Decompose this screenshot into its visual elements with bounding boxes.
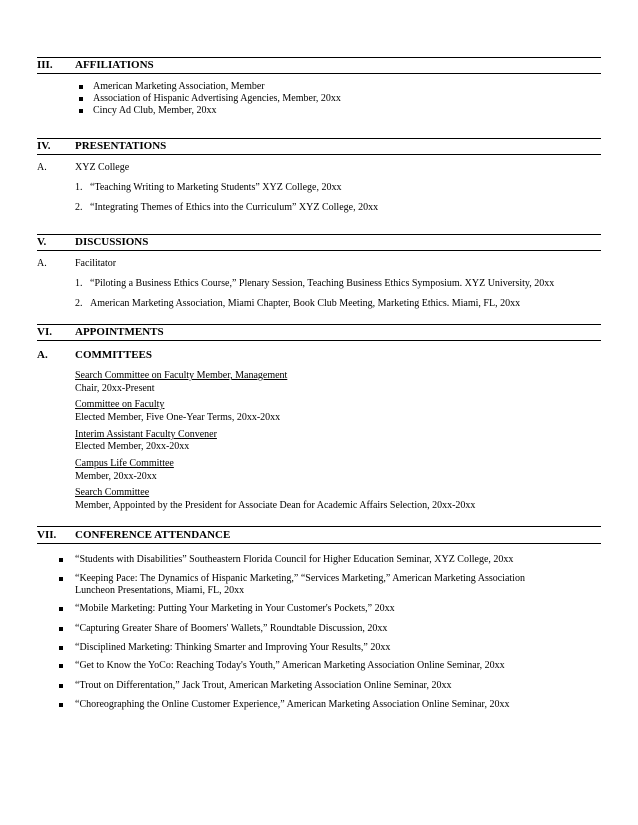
section-title: DISCUSSIONS bbox=[75, 236, 149, 248]
bullet-icon bbox=[59, 684, 63, 688]
item-number: 2. bbox=[75, 202, 83, 213]
bullet-icon bbox=[79, 109, 83, 113]
list-item: “Students with Disabilities” Southeastern Florida Council for Higher Education Seminar, XYZ College, 20xx bbox=[75, 554, 514, 565]
bullet-icon bbox=[79, 97, 83, 101]
section-rule-bottom bbox=[37, 73, 601, 74]
subsection-title: Facilitator bbox=[75, 258, 117, 269]
item-number: 1. bbox=[75, 278, 83, 289]
bullet-icon bbox=[59, 646, 63, 650]
section-rule-top bbox=[37, 324, 601, 325]
list-item: “Get to Know the YoCo: Reaching Today's Youth,” American Marketing Association Online Seminar, 20xx bbox=[75, 660, 505, 671]
committee-name: Search Committee on Faculty Member, Management bbox=[75, 370, 288, 381]
committee-name: Campus Life Committee bbox=[75, 458, 174, 469]
list-item: “Mobile Marketing: Putting Your Marketing in Your Customer's Pockets,” 20xx bbox=[75, 603, 395, 614]
list-item: “Capturing Greater Share of Boomers' Wallets,” Roundtable Discussion, 20xx bbox=[75, 623, 388, 634]
list-item: “Choreographing the Online Customer Experience,” American Marketing Association Online Seminar, 20xx bbox=[75, 699, 510, 710]
section-rule-top bbox=[37, 57, 601, 58]
list-item: “Integrating Themes of Ethics into the Curriculum” XYZ College, 20xx bbox=[90, 202, 379, 213]
bullet-icon bbox=[59, 664, 63, 668]
section-number: III. bbox=[37, 59, 53, 71]
section-title: CONFERENCE ATTENDANCE bbox=[75, 529, 231, 541]
section-rule-bottom bbox=[37, 543, 601, 544]
section-title: PRESENTATIONS bbox=[75, 140, 167, 152]
section-rule-bottom bbox=[37, 154, 601, 155]
item-number: 1. bbox=[75, 182, 83, 193]
subsection-letter: A. bbox=[37, 162, 47, 173]
list-item: “Disciplined Marketing: Thinking Smarter and Improving Your Results,” 20xx bbox=[75, 642, 391, 653]
item-number: 2. bbox=[75, 298, 83, 309]
committee-role: Member, 20xx-20xx bbox=[75, 471, 157, 482]
list-item: American Marketing Association, Member bbox=[93, 81, 265, 92]
section-number: V. bbox=[37, 236, 47, 248]
list-item-continuation: Luncheon Presentations, Miami, FL, 20xx bbox=[75, 585, 245, 596]
committee-role: Elected Member, Five One-Year Terms, 20xx-20xx bbox=[75, 412, 281, 423]
committee-name: Interim Assistant Faculty Convener bbox=[75, 429, 217, 440]
bullet-icon bbox=[59, 627, 63, 631]
section-rule-top bbox=[37, 234, 601, 235]
bullet-icon bbox=[59, 607, 63, 611]
section-rule-top bbox=[37, 526, 601, 527]
section-rule-top bbox=[37, 138, 601, 139]
list-item: Cincy Ad Club, Member, 20xx bbox=[93, 105, 217, 116]
section-rule-bottom bbox=[37, 340, 601, 341]
section-number: IV. bbox=[37, 140, 51, 152]
subsection-title: COMMITTEES bbox=[75, 349, 153, 361]
list-item: “Piloting a Business Ethics Course,” Plenary Session, Teaching Business Ethics Symposium. XYZ University, 20xx bbox=[90, 278, 555, 289]
committee-name: Committee on Faculty bbox=[75, 399, 165, 410]
committee-name: Search Committee bbox=[75, 487, 150, 498]
bullet-icon bbox=[59, 703, 63, 707]
list-item: Association of Hispanic Advertising Agencies, Member, 20xx bbox=[93, 93, 341, 104]
subsection-letter: A. bbox=[37, 349, 48, 361]
committee-role: Member, Appointed by the President for Associate Dean for Academic Affairs Selection, 20xx-20xx bbox=[75, 500, 476, 511]
list-item: “Teaching Writing to Marketing Students” XYZ College, 20xx bbox=[90, 182, 342, 193]
list-item: American Marketing Association, Miami Chapter, Book Club Meeting, Marketing Ethics. Miami, FL, 20xx bbox=[90, 298, 521, 309]
list-item: “Trout on Differentation,” Jack Trout, American Marketing Association Online Seminar, 20xx bbox=[75, 680, 452, 691]
section-number: VI. bbox=[37, 326, 52, 338]
section-title: AFFILIATIONS bbox=[75, 59, 154, 71]
section-title: APPOINTMENTS bbox=[75, 326, 164, 338]
bullet-icon bbox=[59, 577, 63, 581]
section-rule-bottom bbox=[37, 250, 601, 251]
subsection-title: XYZ College bbox=[75, 162, 130, 173]
list-item: “Keeping Pace: The Dynamics of Hispanic Marketing,” “Services Marketing,” American Marketing Association bbox=[75, 573, 525, 584]
section-number: VII. bbox=[37, 529, 57, 541]
subsection-letter: A. bbox=[37, 258, 47, 269]
bullet-icon bbox=[79, 85, 83, 89]
committee-role: Elected Member, 20xx-20xx bbox=[75, 441, 190, 452]
committee-role: Chair, 20xx-Present bbox=[75, 383, 155, 394]
bullet-icon bbox=[59, 558, 63, 562]
